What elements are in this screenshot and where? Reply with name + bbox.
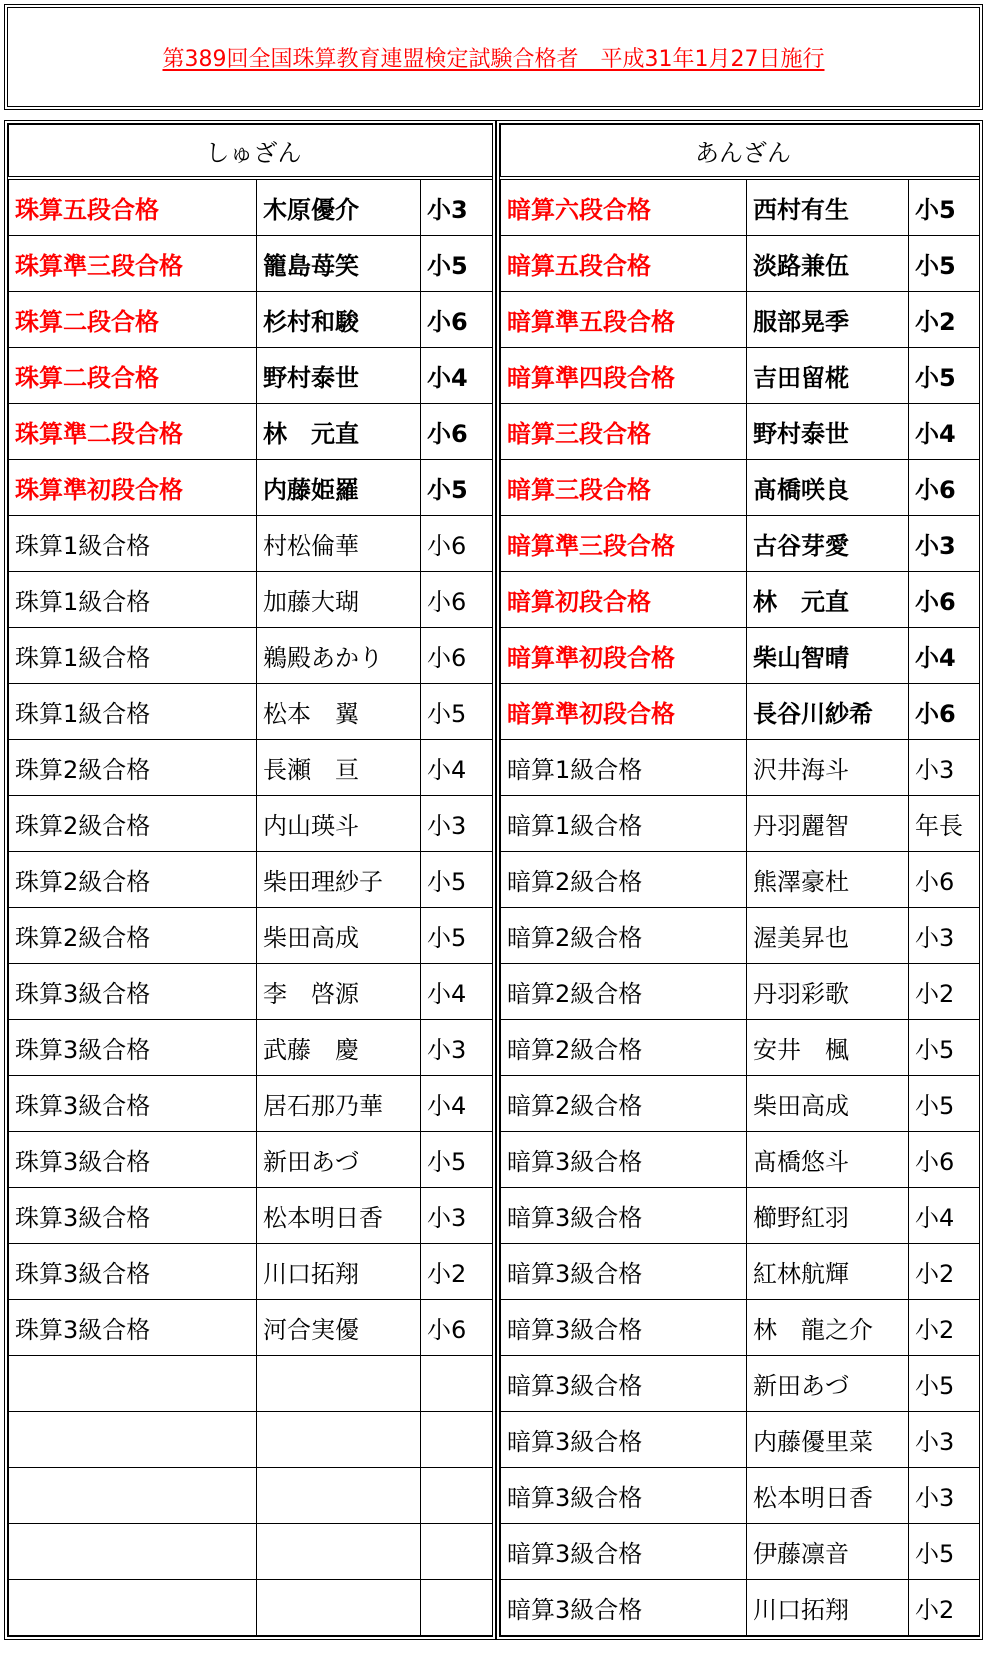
name-cell: 熊澤豪杜 (747, 852, 909, 908)
rank-cell: 珠算2級合格 (9, 852, 257, 908)
rank-cell: 珠算3級合格 (9, 1300, 257, 1356)
table-row (501, 572, 980, 628)
table-row (501, 1020, 980, 1076)
table-row (501, 1076, 980, 1132)
name-cell: 古谷芽愛 (747, 516, 909, 572)
name-cell: 内山瑛斗 (257, 796, 421, 852)
grade-cell: 小5 (421, 236, 493, 292)
rank-cell: 暗算初段合格 (501, 572, 747, 628)
table-row (9, 908, 493, 964)
table-row (501, 1300, 980, 1356)
table-row (501, 404, 980, 460)
shuzan-header-row (9, 125, 493, 179)
grade-cell: 小6 (421, 404, 493, 460)
grade-cell: 小5 (421, 1132, 493, 1188)
table-row (501, 292, 980, 348)
rank-cell: 珠算3級合格 (9, 1188, 257, 1244)
anzan-body (501, 178, 980, 1636)
name-cell: 松本 翼 (257, 684, 421, 740)
table-row (9, 178, 493, 236)
rank-cell: 暗算1級合格 (501, 740, 747, 796)
rank-cell: 珠算準三段合格 (9, 236, 257, 292)
table-row (501, 1244, 980, 1300)
rank-cell: 暗算3級合格 (501, 1412, 747, 1468)
name-cell: 柴田高成 (747, 1076, 909, 1132)
grade-cell: 小5 (909, 1076, 980, 1132)
name-cell: 川口拓翔 (257, 1244, 421, 1300)
rank-cell: 珠算五段合格 (9, 178, 257, 236)
name-cell: 伊藤凛音 (747, 1524, 909, 1580)
grade-cell: 小3 (909, 1412, 980, 1468)
name-cell: 長谷川紗希 (747, 684, 909, 740)
grade-cell: 小4 (909, 1188, 980, 1244)
grade-cell (421, 1580, 493, 1636)
table-row (501, 460, 980, 516)
anzan-header: あんざん (501, 125, 980, 179)
name-cell: 柴山智晴 (747, 628, 909, 684)
table-row (501, 178, 980, 236)
rank-cell: 暗算2級合格 (501, 852, 747, 908)
anzan-table (500, 124, 980, 1636)
name-cell: 内藤姫羅 (257, 460, 421, 516)
grade-cell: 小6 (421, 572, 493, 628)
name-cell: 武藤 慶 (257, 1020, 421, 1076)
rank-cell: 珠算二段合格 (9, 348, 257, 404)
grade-cell: 小5 (421, 908, 493, 964)
grade-cell: 小4 (421, 348, 493, 404)
name-cell (257, 1468, 421, 1524)
name-cell: 李 啓源 (257, 964, 421, 1020)
rank-cell: 暗算準五段合格 (501, 292, 747, 348)
grade-cell: 小5 (909, 1524, 980, 1580)
table-row (501, 1412, 980, 1468)
rank-cell: 珠算2級合格 (9, 740, 257, 796)
rank-cell: 珠算1級合格 (9, 516, 257, 572)
grade-cell: 小5 (421, 852, 493, 908)
grade-cell: 小6 (909, 572, 980, 628)
rank-cell: 珠算2級合格 (9, 908, 257, 964)
name-cell (257, 1356, 421, 1412)
shuzan-table (8, 124, 493, 1636)
grade-cell: 小5 (421, 684, 493, 740)
grade-cell: 小4 (909, 404, 980, 460)
grade-cell: 小4 (421, 740, 493, 796)
rank-cell (9, 1524, 257, 1580)
grade-cell: 小2 (421, 1244, 493, 1300)
name-cell (257, 1412, 421, 1468)
rank-cell: 暗算2級合格 (501, 1020, 747, 1076)
rank-cell: 珠算1級合格 (9, 572, 257, 628)
name-cell: 服部晃季 (747, 292, 909, 348)
name-cell (257, 1524, 421, 1580)
grade-cell: 小2 (909, 1244, 980, 1300)
name-cell: 松本明日香 (257, 1188, 421, 1244)
name-cell: 西村有生 (747, 178, 909, 236)
grade-cell: 小5 (909, 236, 980, 292)
name-cell: 吉田留椛 (747, 348, 909, 404)
grade-cell: 年長 (909, 796, 980, 852)
name-cell: 林 龍之介 (747, 1300, 909, 1356)
table-row (9, 1300, 493, 1356)
table-row (501, 1580, 980, 1636)
table-row (501, 740, 980, 796)
table-row (9, 460, 493, 516)
name-cell: 紅林航輝 (747, 1244, 909, 1300)
grade-cell: 小3 (909, 1468, 980, 1524)
name-cell: 川口拓翔 (747, 1580, 909, 1636)
anzan-panel (496, 120, 983, 1640)
grade-cell: 小3 (909, 740, 980, 796)
rank-cell: 暗算三段合格 (501, 404, 747, 460)
rank-cell: 暗算3級合格 (501, 1300, 747, 1356)
rank-cell: 暗算準初段合格 (501, 628, 747, 684)
table-row (501, 1132, 980, 1188)
rank-cell: 珠算3級合格 (9, 1076, 257, 1132)
table-row (501, 628, 980, 684)
table-row (9, 740, 493, 796)
grade-cell: 小6 (421, 1300, 493, 1356)
table-row (501, 236, 980, 292)
shuzan-panel (4, 120, 496, 1640)
rank-cell: 珠算1級合格 (9, 628, 257, 684)
table-row (9, 852, 493, 908)
table-row (9, 1188, 493, 1244)
rank-cell: 珠算3級合格 (9, 1020, 257, 1076)
table-row (501, 964, 980, 1020)
table-row (9, 628, 493, 684)
table-row (501, 852, 980, 908)
rank-cell: 珠算3級合格 (9, 1244, 257, 1300)
table-row (9, 236, 493, 292)
table-row (9, 684, 493, 740)
table-row (501, 908, 980, 964)
name-cell: 新田あづ (257, 1132, 421, 1188)
table-row (9, 1244, 493, 1300)
shuzan-header: しゅざん (9, 125, 493, 179)
grade-cell: 小6 (421, 292, 493, 348)
name-cell: 野村泰世 (257, 348, 421, 404)
grade-cell: 小3 (421, 1020, 493, 1076)
grade-cell (421, 1412, 493, 1468)
name-cell: 丹羽麗智 (747, 796, 909, 852)
grade-cell: 小6 (909, 852, 980, 908)
grade-cell (421, 1524, 493, 1580)
rank-cell (9, 1580, 257, 1636)
grade-cell: 小6 (909, 684, 980, 740)
table-row (9, 1412, 493, 1468)
table-row (9, 1468, 493, 1524)
table-row (501, 684, 980, 740)
table-row (9, 964, 493, 1020)
table-row (9, 1132, 493, 1188)
table-row (9, 404, 493, 460)
name-cell: 野村泰世 (747, 404, 909, 460)
grade-cell: 小3 (909, 516, 980, 572)
name-cell: 渥美昇也 (747, 908, 909, 964)
rank-cell: 暗算準三段合格 (501, 516, 747, 572)
rank-cell: 暗算2級合格 (501, 1076, 747, 1132)
table-row (9, 516, 493, 572)
table-row (501, 1188, 980, 1244)
rank-cell: 珠算2級合格 (9, 796, 257, 852)
table-row (9, 1076, 493, 1132)
rank-cell: 珠算二段合格 (9, 292, 257, 348)
name-cell: 柴田理紗子 (257, 852, 421, 908)
grade-cell: 小6 (909, 460, 980, 516)
page-title: 第389回全国珠算教育連盟検定試験合格者 平成31年1月27日施行 (162, 46, 825, 72)
name-cell: 加藤大瑚 (257, 572, 421, 628)
table-row (501, 1356, 980, 1412)
name-cell: 淡路兼伍 (747, 236, 909, 292)
rank-cell: 暗算3級合格 (501, 1524, 747, 1580)
table-row (9, 1580, 493, 1636)
name-cell: 松本明日香 (747, 1468, 909, 1524)
table-row (501, 1468, 980, 1524)
grade-cell: 小2 (909, 1300, 980, 1356)
rank-cell: 暗算3級合格 (501, 1580, 747, 1636)
table-row (501, 348, 980, 404)
anzan-header-row (501, 125, 980, 179)
grade-cell: 小6 (421, 516, 493, 572)
grade-cell: 小4 (909, 628, 980, 684)
rank-cell (9, 1356, 257, 1412)
name-cell: 鵜殿あかり (257, 628, 421, 684)
grade-cell: 小5 (909, 1020, 980, 1076)
rank-cell: 暗算3級合格 (501, 1188, 747, 1244)
name-cell: 籠島苺笑 (257, 236, 421, 292)
rank-cell: 珠算3級合格 (9, 964, 257, 1020)
grade-cell: 小3 (909, 908, 980, 964)
grade-cell: 小2 (909, 964, 980, 1020)
shuzan-body (9, 178, 493, 1636)
table-row (9, 1356, 493, 1412)
name-cell: 柴田高成 (257, 908, 421, 964)
table-row (9, 1524, 493, 1580)
grade-cell: 小5 (909, 1356, 980, 1412)
table-row (9, 348, 493, 404)
rank-cell (9, 1412, 257, 1468)
name-cell: 居石那乃華 (257, 1076, 421, 1132)
table-row (9, 1020, 493, 1076)
grade-cell: 小2 (909, 292, 980, 348)
table-row (9, 292, 493, 348)
rank-cell: 珠算3級合格 (9, 1132, 257, 1188)
name-cell (257, 1580, 421, 1636)
name-cell: 丹羽彩歌 (747, 964, 909, 1020)
table-row (501, 796, 980, 852)
name-cell: 安井 楓 (747, 1020, 909, 1076)
table-row (501, 516, 980, 572)
rank-cell: 暗算3級合格 (501, 1244, 747, 1300)
rank-cell: 暗算3級合格 (501, 1356, 747, 1412)
rank-cell: 暗算六段合格 (501, 178, 747, 236)
grade-cell: 小5 (421, 460, 493, 516)
grade-cell (421, 1356, 493, 1412)
name-cell: 杉村和駿 (257, 292, 421, 348)
grade-cell: 小6 (421, 628, 493, 684)
rank-cell: 暗算2級合格 (501, 908, 747, 964)
name-cell: 河合実優 (257, 1300, 421, 1356)
rank-cell: 暗算五段合格 (501, 236, 747, 292)
rank-cell: 暗算3級合格 (501, 1468, 747, 1524)
rank-cell: 暗算1級合格 (501, 796, 747, 852)
table-row (501, 1524, 980, 1580)
name-cell: 木原優介 (257, 178, 421, 236)
grade-cell: 小3 (421, 178, 493, 236)
table-row (9, 796, 493, 852)
name-cell: 林 元直 (747, 572, 909, 628)
grade-cell: 小6 (909, 1132, 980, 1188)
rank-cell: 珠算準初段合格 (9, 460, 257, 516)
rank-cell: 珠算準二段合格 (9, 404, 257, 460)
rank-cell: 暗算2級合格 (501, 964, 747, 1020)
name-cell: 櫛野紅羽 (747, 1188, 909, 1244)
name-cell: 林 元直 (257, 404, 421, 460)
grade-cell: 小3 (421, 1188, 493, 1244)
title-box (4, 4, 983, 110)
grade-cell: 小2 (909, 1580, 980, 1636)
name-cell: 髙橋悠斗 (747, 1132, 909, 1188)
grade-cell: 小5 (909, 178, 980, 236)
name-cell: 沢井海斗 (747, 740, 909, 796)
rank-cell: 暗算準初段合格 (501, 684, 747, 740)
name-cell: 内藤優里菜 (747, 1412, 909, 1468)
grade-cell: 小4 (421, 964, 493, 1020)
rank-cell: 珠算1級合格 (9, 684, 257, 740)
rank-cell: 暗算準四段合格 (501, 348, 747, 404)
grade-cell: 小4 (421, 1076, 493, 1132)
grade-cell: 小3 (421, 796, 493, 852)
rank-cell (9, 1468, 257, 1524)
table-row (9, 572, 493, 628)
grade-cell: 小5 (909, 348, 980, 404)
name-cell: 新田あづ (747, 1356, 909, 1412)
rank-cell: 暗算三段合格 (501, 460, 747, 516)
grade-cell (421, 1468, 493, 1524)
name-cell: 髙橋咲良 (747, 460, 909, 516)
rank-cell: 暗算3級合格 (501, 1132, 747, 1188)
name-cell: 長瀬 亘 (257, 740, 421, 796)
name-cell: 村松倫華 (257, 516, 421, 572)
